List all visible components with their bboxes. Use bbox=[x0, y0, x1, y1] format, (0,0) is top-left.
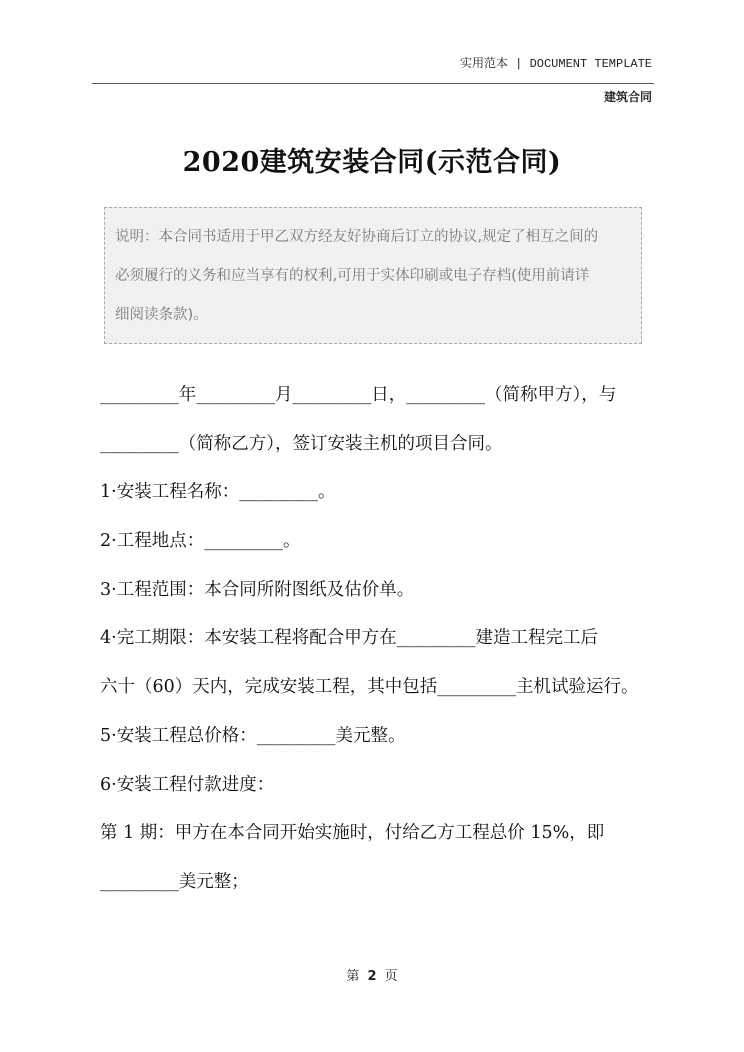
footer-suffix: 页 bbox=[384, 969, 398, 984]
note-line: 说明：本合同书适用于甲乙双方经友好协商后订立的协议,规定了相互之间的 bbox=[115, 229, 599, 245]
body-line: 5·安装工程总价格：_________美元整。 bbox=[100, 725, 406, 746]
body-line: _________（简称乙方），签订安装主机的项目合同。 bbox=[100, 433, 503, 454]
body-line: 1·安装工程名称：_________。 bbox=[100, 482, 336, 503]
document-title: 2020建筑安装合同(示范合同) bbox=[182, 147, 562, 178]
header-divider bbox=[92, 83, 654, 84]
header-category: 建筑合同 bbox=[603, 90, 652, 104]
body-line: 3·工程范围：本合同所附图纸及估价单。 bbox=[100, 579, 415, 600]
body-line: 6·安装工程付款进度： bbox=[100, 774, 275, 795]
contract-body bbox=[100, 375, 660, 911]
page-number: 2 bbox=[367, 969, 377, 984]
body-line: 4·完工期限：本安装工程将配合甲方在_________建造工程完工后 bbox=[100, 628, 598, 649]
note-line: 必须履行的义务和应当享有的权利,可用于实体印刷或电子存档(使用前请详 bbox=[115, 268, 590, 284]
body-line: _________年_________月_________日，_________（简称甲方），与 bbox=[100, 385, 617, 405]
footer-prefix: 第 bbox=[346, 969, 360, 984]
note-box bbox=[104, 207, 642, 344]
page-footer bbox=[0, 965, 744, 984]
body-line: _________美元整； bbox=[100, 871, 249, 892]
header-doc-label: 实用范本 | DOCUMENT TEMPLATE bbox=[459, 57, 652, 71]
note-line: 细阅读条款)。 bbox=[115, 307, 208, 323]
body-line: 六十（60）天内，完成安装工程，其中包括_________主机试验运行。 bbox=[100, 677, 639, 698]
body-line: 第 1 期：甲方在本合同开始实施时，付给乙方工程总价 15%，即 bbox=[100, 823, 605, 844]
body-line: 2·工程地点：_________。 bbox=[100, 531, 301, 552]
